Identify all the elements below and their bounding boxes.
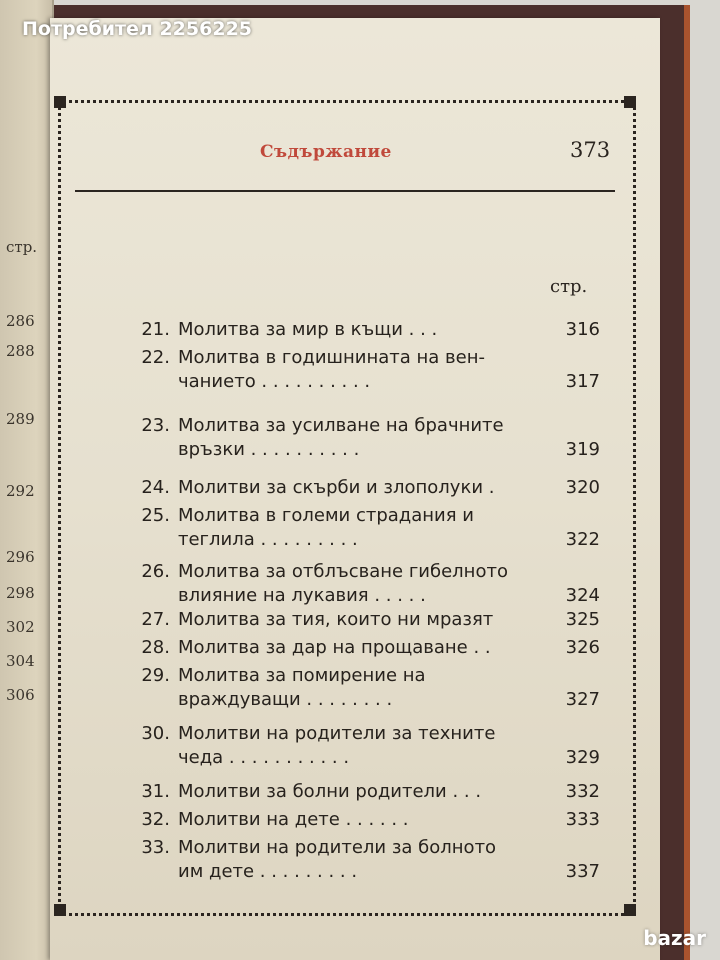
toc-entry-text: теглила . . . . . . . . . [178,529,358,550]
left-page [0,0,54,960]
site-logo: bazar [643,926,706,950]
toc-entry-number: 29. [141,665,170,686]
left-page-text: 289 [6,410,35,428]
toc-entry-line [130,346,600,370]
page-column-header: стр. [550,276,588,297]
left-page-text: 298 [6,584,35,602]
toc-entry-line [130,318,600,342]
toc-entry [130,836,600,884]
toc-entry-page: 325 [565,609,600,630]
toc-entry-line [130,414,600,438]
header-rule [75,190,615,192]
toc-entry-line [130,636,600,660]
toc-entry-text: чанието . . . . . . . . . . [178,371,371,392]
toc-entry-page: 326 [565,637,600,658]
toc-entry [130,504,600,552]
left-page-text: стр. [6,238,38,256]
toc-entry-line [130,504,600,528]
toc-entry-text: Молитва в големи страдания и [178,505,474,526]
toc-entry-number: 22. [141,347,170,368]
toc-entry-line [130,560,600,584]
toc-entry-text: чеда . . . . . . . . . . . [178,747,350,768]
user-watermark: Потребител 2256225 [22,18,253,40]
toc-entry [130,476,600,500]
page-title: Съдържание [260,142,392,162]
toc-entry-number: 25. [141,505,170,526]
toc-entry-line [130,476,600,500]
toc-entry [130,636,600,660]
toc-entry-text: Молитви за скърби и злополуки . [178,477,495,498]
left-page-text: 292 [6,482,35,500]
toc-entry-text: Молитва за мир в къщи . . . [178,319,438,340]
toc-entry-page: 329 [565,747,600,768]
toc-entry-text: Молитва за отблъсване гибелното [178,561,508,582]
toc-entry-page: 327 [565,689,600,710]
border-corner [54,96,66,108]
border-corner [54,904,66,916]
left-page-text: 296 [6,548,35,566]
toc-entry [130,414,600,462]
toc-entry-page: 316 [565,319,600,340]
toc-entry [130,346,600,394]
toc-entry [130,664,600,712]
toc-entry-page: 319 [565,439,600,460]
toc-entry-number: 21. [141,319,170,340]
toc-entry-text: връзки . . . . . . . . . . [178,439,360,460]
toc-entry-text: влияние на лукавия . . . . . [178,585,426,606]
toc-entry-number: 26. [141,561,170,582]
toc-entry-text: Молитва за тия, които ни мразят [178,609,494,630]
border-corner [624,96,636,108]
toc-entry-text: враждуващи . . . . . . . . [178,689,393,710]
toc-entry-text: Молитва за дар на прощаване . . [178,637,491,658]
toc-entry-line [130,608,600,632]
left-page-text: 286 [6,312,35,330]
toc-entry-line [130,780,600,804]
toc-entry-line [130,438,600,462]
border-corner [624,904,636,916]
toc-entry-number: 24. [141,477,170,498]
toc-entry-number: 28. [141,637,170,658]
toc-entry-number: 31. [141,781,170,802]
toc-entry-line [130,370,600,394]
toc-entry [130,808,600,832]
toc-entry-number: 30. [141,723,170,744]
book-page [50,18,660,960]
cover-edge [684,5,690,960]
toc-entry-line [130,722,600,746]
toc-entry-text: Молитва за усилване на брачните [178,415,504,436]
toc-entry-line [130,688,600,712]
toc-entry [130,560,600,608]
left-page-text: 304 [6,652,35,670]
toc-entry-text: Молитви на родители за болното [178,837,497,858]
toc-entry-number: 27. [141,609,170,630]
toc-entry-text: Молитви за болни родители . . . [178,781,482,802]
toc-entry-page: 337 [565,861,600,882]
toc-entry-text: им дете . . . . . . . . . [178,861,358,882]
toc-entry-number: 32. [141,809,170,830]
page-number: 373 [570,138,611,162]
toc-entry-page: 317 [565,371,600,392]
toc-entry-line [130,746,600,770]
toc-entry-number: 23. [141,415,170,436]
left-page-text: 302 [6,618,35,636]
toc-entry-line [130,664,600,688]
toc-entry [130,722,600,770]
left-page-text: 306 [6,686,35,704]
toc-entry-page: 333 [565,809,600,830]
toc-entry [130,608,600,632]
toc-entry [130,318,600,342]
toc-entry-text: Молитви на дете . . . . . . [178,809,409,830]
toc-entry-line [130,860,600,884]
toc-entry-page: 322 [565,529,600,550]
toc-entry-page: 320 [565,477,600,498]
toc-entry-page: 332 [565,781,600,802]
toc-entry-line [130,808,600,832]
toc-entry [130,780,600,804]
toc-entry-line [130,528,600,552]
toc-entry-line [130,584,600,608]
toc-entry-text: Молитва за помирение на [178,665,426,686]
toc-entry-text: Молитви на родители за техните [178,723,496,744]
toc-entry-page: 324 [565,585,600,606]
toc-entry-text: Молитва в годишнината на вен- [178,347,485,368]
toc-entry-number: 33. [141,837,170,858]
left-page-text: 288 [6,342,35,360]
toc-entry-line [130,836,600,860]
